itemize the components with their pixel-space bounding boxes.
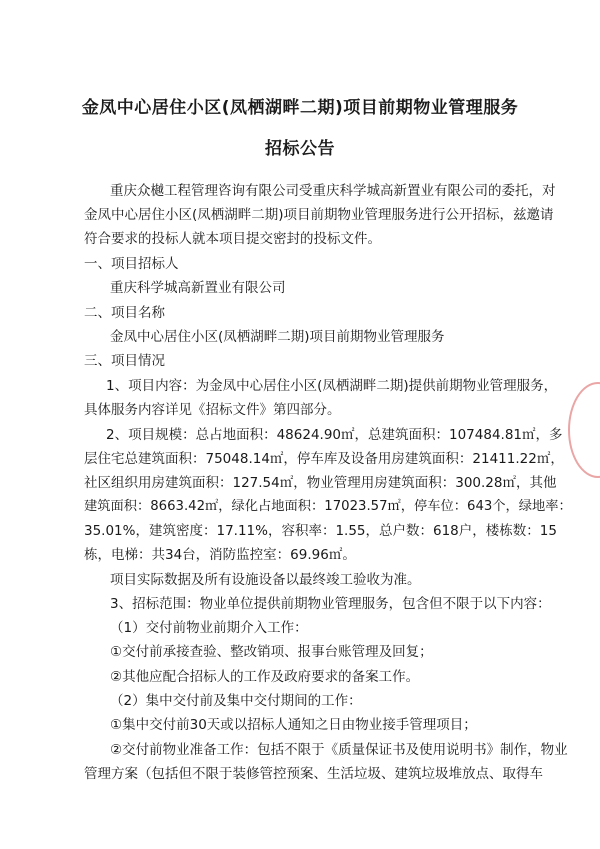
body-line: ②其他应配合招标人的工作及政府要求的备案工作。 (110, 669, 420, 685)
body-line: 具体服务内容详见《招标文件》第四部分。 (84, 402, 341, 418)
body-line: （1）交付前物业前期介入工作： (110, 620, 308, 636)
body-line: 金凤中心居住小区(凤栖湖畔二期)项目前期物业管理服务 (110, 329, 445, 345)
body-line: 2、项目规模：总占地面积：48624.90㎡，总建筑面积：107484.81㎡，多 (106, 427, 563, 443)
body-line: 建筑面积：8663.42㎡，绿化占地面积：17023.57㎡，停车位：643个，绿地率： (84, 499, 572, 514)
section-heading: 一、项目招标人 (84, 256, 179, 272)
body-line: 社区组织用房建筑面积：127.54㎡，物业管理用房建筑面积：300.28㎡，其他 (84, 475, 557, 491)
body-line: 项目实际数据及所有设施设备以最终竣工验收为准。 (110, 572, 421, 588)
body-line: （2）集中交付前及集中交付期间的工作： (110, 693, 362, 709)
body-line: 重庆科学城高新置业有限公司 (110, 280, 286, 296)
section-heading: 二、项目名称 (84, 305, 165, 321)
body-line: 栋，电梯：共34台，消防监控室：69.96㎡。 (84, 547, 356, 563)
body-line: ②交付前物业准备工作：包括不限于《质量保证书及使用说明书》制作，物业 (110, 742, 568, 758)
body-line: 层住宅总建筑面积：75048.14㎡，停车库及设备用房建筑面积：21411.22㎡， (84, 451, 564, 467)
body-line: 重庆众樾工程管理咨询有限公司受重庆科学城高新置业有限公司的委托，对 (110, 183, 556, 199)
title-line-2: 招标公告 (265, 139, 335, 159)
title-line-1: 金凤中心居住小区(凤栖湖畔二期)项目前期物业管理服务 (81, 98, 519, 118)
body-line: ①交付前承接查验、整改销项、报事台账管理及回复； (110, 644, 433, 660)
body-line: 35.01%，建筑密度：17.11%，容积率：1.55，总户数：618户，楼栋数：15 (84, 523, 557, 539)
body-line: 金凤中心居住小区(凤栖湖畔二期)项目前期物业管理服务进行公开招标，兹邀请 (84, 207, 554, 223)
body-line: 1、项目内容：为金凤中心居住小区(凤栖湖畔二期)提供前期物业管理服务， (106, 378, 558, 394)
body-line: 3、招标范围：物业单位提供前期物业管理服务，包含但不限于以下内容： (110, 596, 551, 612)
body-line: 符合要求的投标人就本项目提交密封的投标文件。 (84, 231, 381, 247)
body-line: 管理方案（包括但不限于装修管控预案、生活垃圾、建筑垃圾堆放点、取得车 (84, 766, 543, 782)
body-line: ①集中交付前30天或以招标人通知之日由物业接手管理项目； (110, 717, 477, 733)
seal-stamp-fragment (568, 382, 600, 478)
section-heading: 三、项目情况 (84, 353, 165, 369)
